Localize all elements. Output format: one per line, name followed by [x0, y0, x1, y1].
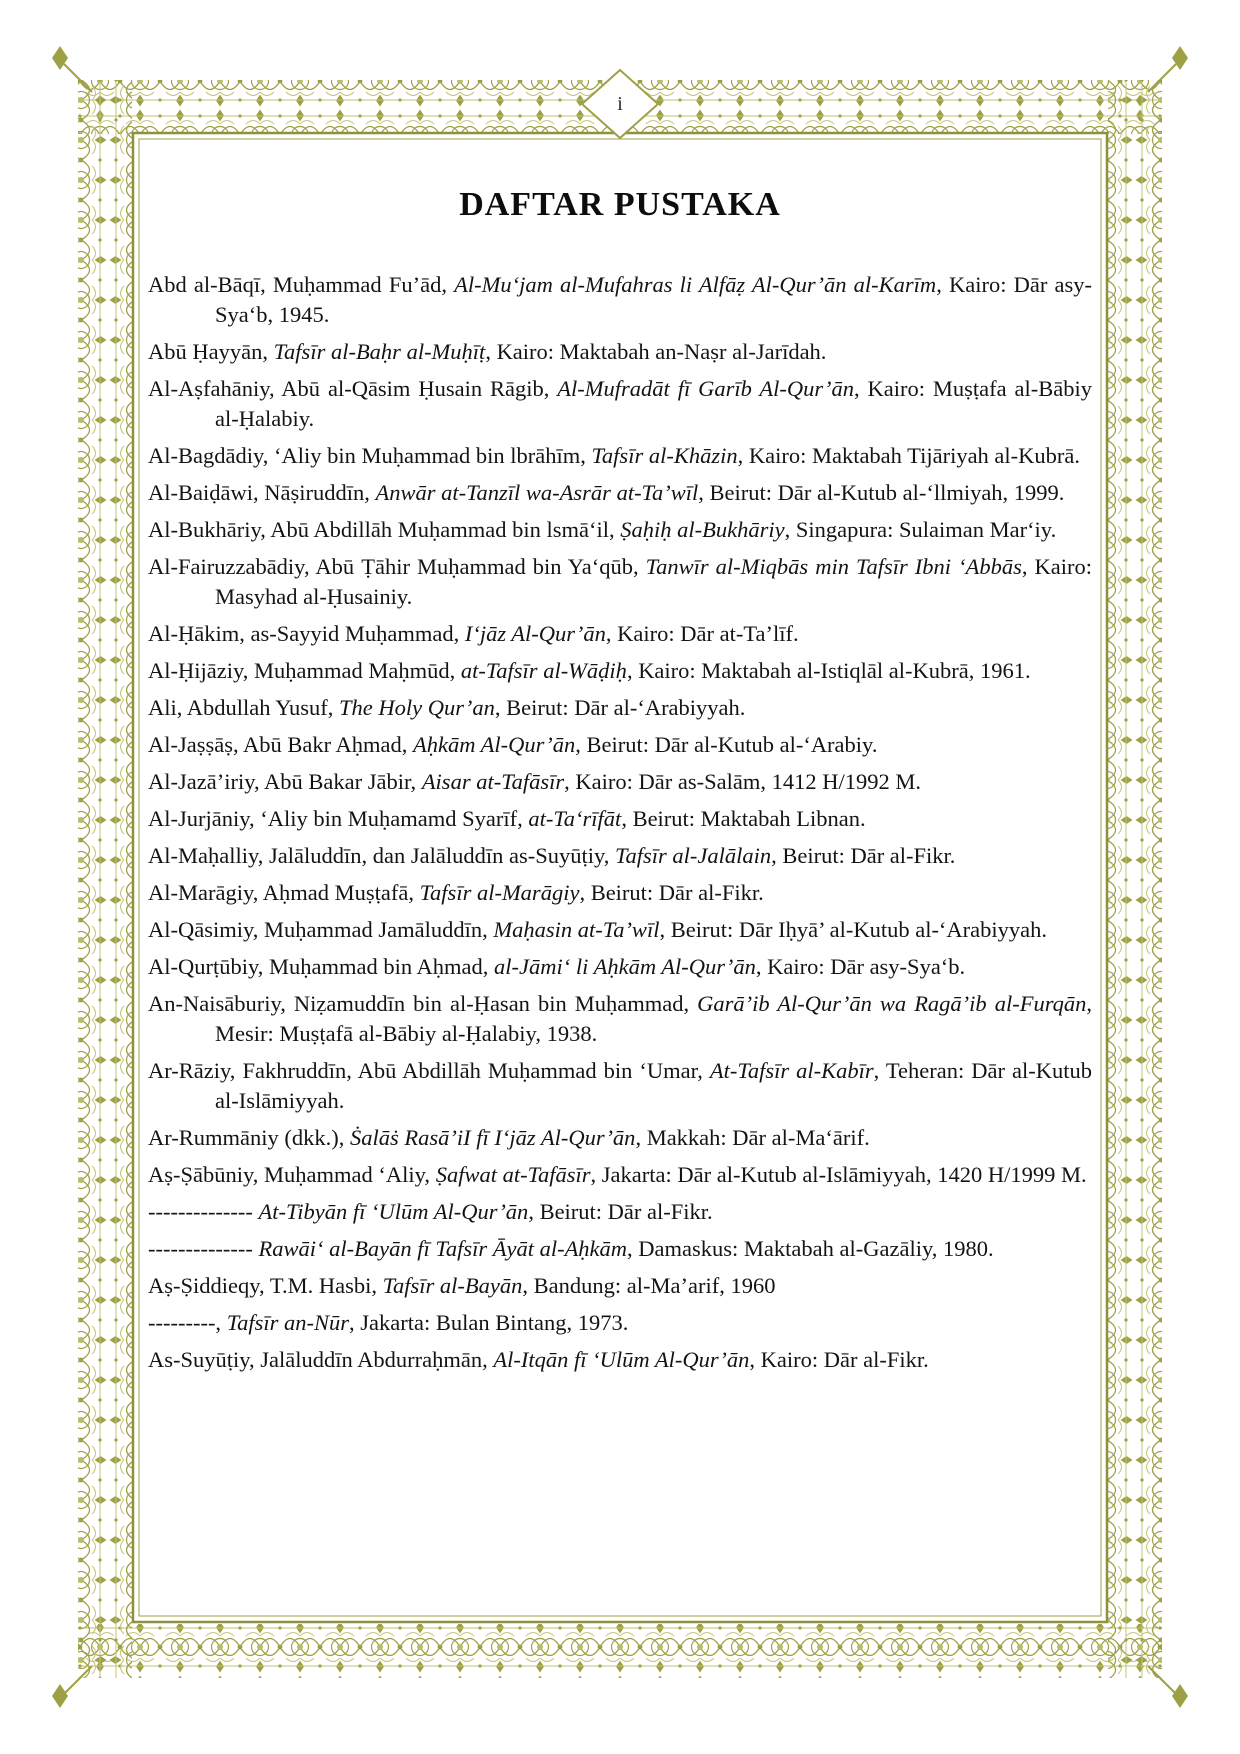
- entry-text-segment: ---------,: [148, 1310, 227, 1335]
- bibliography-entry: [148, 804, 1092, 834]
- entry-title-segment: Tanwīr al-Miqbās min Tafsīr Ibni ‘Abbās: [645, 554, 1022, 579]
- bibliography-entry: [148, 656, 1092, 686]
- entry-text-segment: Al-Marāgiy, Aḥmad Muṣṭafā,: [148, 880, 420, 905]
- bibliography-entry: [148, 270, 1092, 330]
- entry-text-segment: Al-Bagdādiy, ‘Aliy bin Muḥammad bin lbrāhīm,: [148, 443, 592, 468]
- entry-title-segment: At-Tafsīr al-Kabīr: [709, 1058, 874, 1083]
- entry-title-segment: Tafsīr al-Marāgiy: [419, 880, 580, 905]
- entry-title-segment: The Holy Qur’an: [339, 695, 495, 720]
- bibliography-entry: [148, 1308, 1092, 1338]
- entry-title-segment: I‘jāz Al-Qur’ān: [464, 621, 606, 646]
- entry-text-segment: , Beirut: Dār al-Kutub al-‘llmiyah, 1999.: [698, 480, 1065, 505]
- bibliography-entry: [148, 515, 1092, 545]
- entry-text-segment: Al-Fairuzzabādiy, Abū Ṭāhir Muḥammad bin Ya‘qūb,: [148, 554, 646, 579]
- entry-text-segment: Ar-Rummāniy (dkk.),: [148, 1125, 351, 1150]
- entry-text-segment: An-Naisāburiy, Niẓamuddīn bin al-Ḥasan bin Muḥammad,: [148, 991, 698, 1016]
- entry-text-segment: Al-Jurjāniy, ‘Aliy bin Muḥamamd Syarīf,: [148, 806, 529, 831]
- entry-text-segment: , Mesir: Muṣṭafā al-Bābiy al-Ḥalabiy, 1938.: [215, 991, 1092, 1046]
- bibliography-list: [148, 270, 1092, 1375]
- bibliography-entry: [148, 441, 1092, 471]
- entry-text-segment: Aṣ-Ṣiddieqy, T.M. Hasbi,: [148, 1273, 383, 1298]
- entry-text-segment: Al-Aṣfahāniy, Abū al-Qāsim Ḥusain Rāgib,: [148, 376, 558, 401]
- entry-text-segment: Al-Maḥalliy, Jalāluddīn, dan Jalāluddīn as-Suyūṭiy,: [148, 843, 616, 868]
- entry-text-segment: , Beirut: Dār Iḥyā’ al-Kutub al-‘Arabiyyah.: [659, 917, 1048, 942]
- entry-text-segment: , Kairo: Dār asy-Sya‘b.: [755, 954, 966, 979]
- entry-text-segment: Al-Ḥijāziy, Muḥammad Maḥmūd,: [148, 658, 461, 683]
- bibliography-entry: [148, 730, 1092, 760]
- entry-title-segment: Garā’ib Al-Qur’ān wa Ragā’ib al-Furqān: [697, 991, 1087, 1016]
- entry-text-segment: , Kairo: Masyhad al-Ḥusainiy.: [215, 554, 1093, 609]
- entry-text-segment: , Kairo: Maktabah Tijāriyah al-Kubrā.: [737, 443, 1081, 468]
- entry-title-segment: Tafsīr al-Jalālain: [615, 843, 772, 868]
- entry-title-segment: Al-Itqān fī ‘Ulūm Al-Qur’ān: [493, 1347, 750, 1372]
- bibliography-entry: [148, 619, 1092, 649]
- page-content: [148, 134, 1092, 1382]
- entry-text-segment: , Kairo: Dār al-Fikr.: [749, 1347, 929, 1372]
- bibliography-entry: [148, 1197, 1092, 1227]
- entry-text-segment: , Jakarta: Dār al-Kutub al-Islāmiyyah, 1420 H/1999 M.: [590, 1162, 1087, 1187]
- bibliography-entry: [148, 915, 1092, 945]
- entry-text-segment: , Kairo: Dār at-Ta’līf.: [605, 621, 799, 646]
- entry-text-segment: Ar-Rāziy, Fakhruddīn, Abū Abdillāh Muḥammad bin ‘Umar,: [148, 1058, 710, 1083]
- bibliography-entry: [148, 337, 1092, 367]
- bibliography-entry: [148, 767, 1092, 797]
- entry-title-segment: Anwār at-Tanzīl wa-Asrār at-Ta’wīl: [375, 480, 699, 505]
- entry-title-segment: Maḥasin at-Ta’wīl: [493, 917, 660, 942]
- entry-title-segment: Ṣafwat at-Tafāsīr: [435, 1162, 591, 1187]
- entry-title-segment: Aḥkām Al-Qur’ān: [412, 732, 576, 757]
- entry-text-segment: Al-Bukhāriy, Abū Abdillāh Muḥammad bin lsmā‘il,: [148, 517, 621, 542]
- entry-title-segment: Rawāi‘ al-Bayān fī Tafsīr Āyāt al-Aḥkām: [258, 1236, 628, 1261]
- entry-text-segment: , Makkah: Dār al-Ma‘ārif.: [635, 1125, 870, 1150]
- bibliography-entry: [148, 1123, 1092, 1153]
- entry-title-segment: Al-Mu‘jam al-Mufahras li Alfāẓ Al-Qur’ān al-Karīm: [454, 272, 937, 297]
- bibliography-entry: [148, 1160, 1092, 1190]
- entry-text-segment: , Kairo: Maktabah an-Naṣr al-Jarīdah.: [485, 339, 827, 364]
- entry-text-segment: , Kairo: Maktabah al-Istiqlāl al-Kubrā, 1961.: [626, 658, 1031, 683]
- entry-text-segment: As-Suyūṭiy, Jalāluddīn Abdurraḥmān,: [148, 1347, 494, 1372]
- entry-text-segment: Al-Jaṣṣāṣ, Abū Bakr Aḥmad,: [148, 732, 413, 757]
- entry-text-segment: , Beirut: Dār al-Fikr.: [579, 880, 764, 905]
- entry-title-segment: Tafsīr al-Khāzin: [591, 443, 738, 468]
- entry-text-segment: Al-Baiḍāwi, Nāṣiruddīn,: [148, 480, 376, 505]
- entry-text-segment: Aṣ-Ṣābūniy, Muḥammad ‘Aliy,: [148, 1162, 436, 1187]
- entry-title-segment: al-Jāmi‘ li Aḥkām Al-Qur’ān: [494, 954, 756, 979]
- entry-text-segment: , Beirut: Maktabah Libnan.: [621, 806, 866, 831]
- entry-title-segment: at-Ta‘rīfāt: [528, 806, 622, 831]
- entry-title-segment: Tafsīr an-Nūr: [226, 1310, 350, 1335]
- entry-text-segment: , Beirut: Dār al-Kutub al-‘Arabiy.: [575, 732, 878, 757]
- entry-text-segment: Al-Ḥākim, as-Sayyid Muḥammad,: [148, 621, 465, 646]
- bibliography-entry: [148, 693, 1092, 723]
- entry-text-segment: Ali, Abdullah Yusuf,: [148, 695, 340, 720]
- entry-text-segment: , Bandung: al-Ma’arif, 1960: [522, 1273, 776, 1298]
- page-number: i: [617, 92, 623, 115]
- entry-text-segment: , Kairo: Dār as-Salām, 1412 H/1992 M.: [564, 769, 921, 794]
- entry-text-segment: , Beirut: Dār al-‘Arabiyyah.: [494, 695, 746, 720]
- entry-text-segment: , Kairo: Dār asy-Sya‘b, 1945.: [215, 272, 1092, 327]
- entry-text-segment: , Kairo: Muṣṭafa al-Bābiy al-Ḥalabiy.: [215, 376, 1092, 431]
- bibliography-entry: [148, 478, 1092, 508]
- entry-title-segment: Tafsīr al-Bayān: [382, 1273, 523, 1298]
- entry-text-segment: , Beirut: Dār al-Fikr.: [528, 1199, 713, 1224]
- bibliography-entry: [148, 374, 1092, 434]
- entry-text-segment: Al-Qāsimiy, Muḥammad Jamāluddīn,: [148, 917, 494, 942]
- entry-text-segment: Abd al-Bāqī, Muḥammad Fu’ād,: [148, 272, 455, 297]
- entry-text-segment: Al-Jazā’iriy, Abū Bakar Jābir,: [148, 769, 422, 794]
- entry-title-segment: At-Tibyān fī ‘Ulūm Al-Qur’ān: [258, 1199, 529, 1224]
- entry-text-segment: , Damaskus: Maktabah al-Gazāliy, 1980.: [627, 1236, 994, 1261]
- entry-text-segment: , Singapura: Sulaiman Mar‘iy.: [784, 517, 1057, 542]
- entry-text-segment: , Teheran: Dār al-Kutub al-Islāmiyyah.: [215, 1058, 1092, 1113]
- page-title: DAFTAR PUSTAKA: [459, 186, 781, 223]
- entry-text-segment: Abū Ḥayyān,: [148, 339, 274, 364]
- bibliography-entry: [148, 1234, 1092, 1264]
- bibliography-entry: [148, 552, 1092, 612]
- entry-title-segment: Ṡalāṡ Rasā’iI fī I‘jāz Al-Qur’ān: [350, 1125, 636, 1150]
- entry-text-segment: --------------: [148, 1236, 259, 1261]
- entry-text-segment: , Jakarta: Bulan Bintang, 1973.: [349, 1310, 629, 1335]
- bibliography-entry: [148, 878, 1092, 908]
- entry-text-segment: --------------: [148, 1199, 259, 1224]
- bibliography-entry: [148, 1271, 1092, 1301]
- entry-text-segment: Al-Qurṭūbiy, Muḥammad bin Aḥmad,: [148, 954, 495, 979]
- entry-title-segment: Ṣaḥiḥ al-Bukhāriy: [620, 517, 785, 542]
- bibliography-entry: [148, 841, 1092, 871]
- entry-title-segment: Aisar at-Tafāsīr: [421, 769, 565, 794]
- bibliography-entry: [148, 989, 1092, 1049]
- bibliography-entry: [148, 1056, 1092, 1116]
- page-number-badge: [582, 70, 658, 138]
- entry-text-segment: , Beirut: Dār al-Fikr.: [771, 843, 956, 868]
- bibliography-entry: [148, 952, 1092, 982]
- entry-title-segment: at-Tafsīr al-Wāḍiḥ: [460, 658, 627, 683]
- entry-title-segment: Tafsīr al-Baḥr al-Muḥīṭ: [273, 339, 486, 364]
- bibliography-entry: [148, 1345, 1092, 1375]
- entry-title-segment: Al-Mufradāt fī Garīb Al-Qur’ān: [557, 376, 854, 401]
